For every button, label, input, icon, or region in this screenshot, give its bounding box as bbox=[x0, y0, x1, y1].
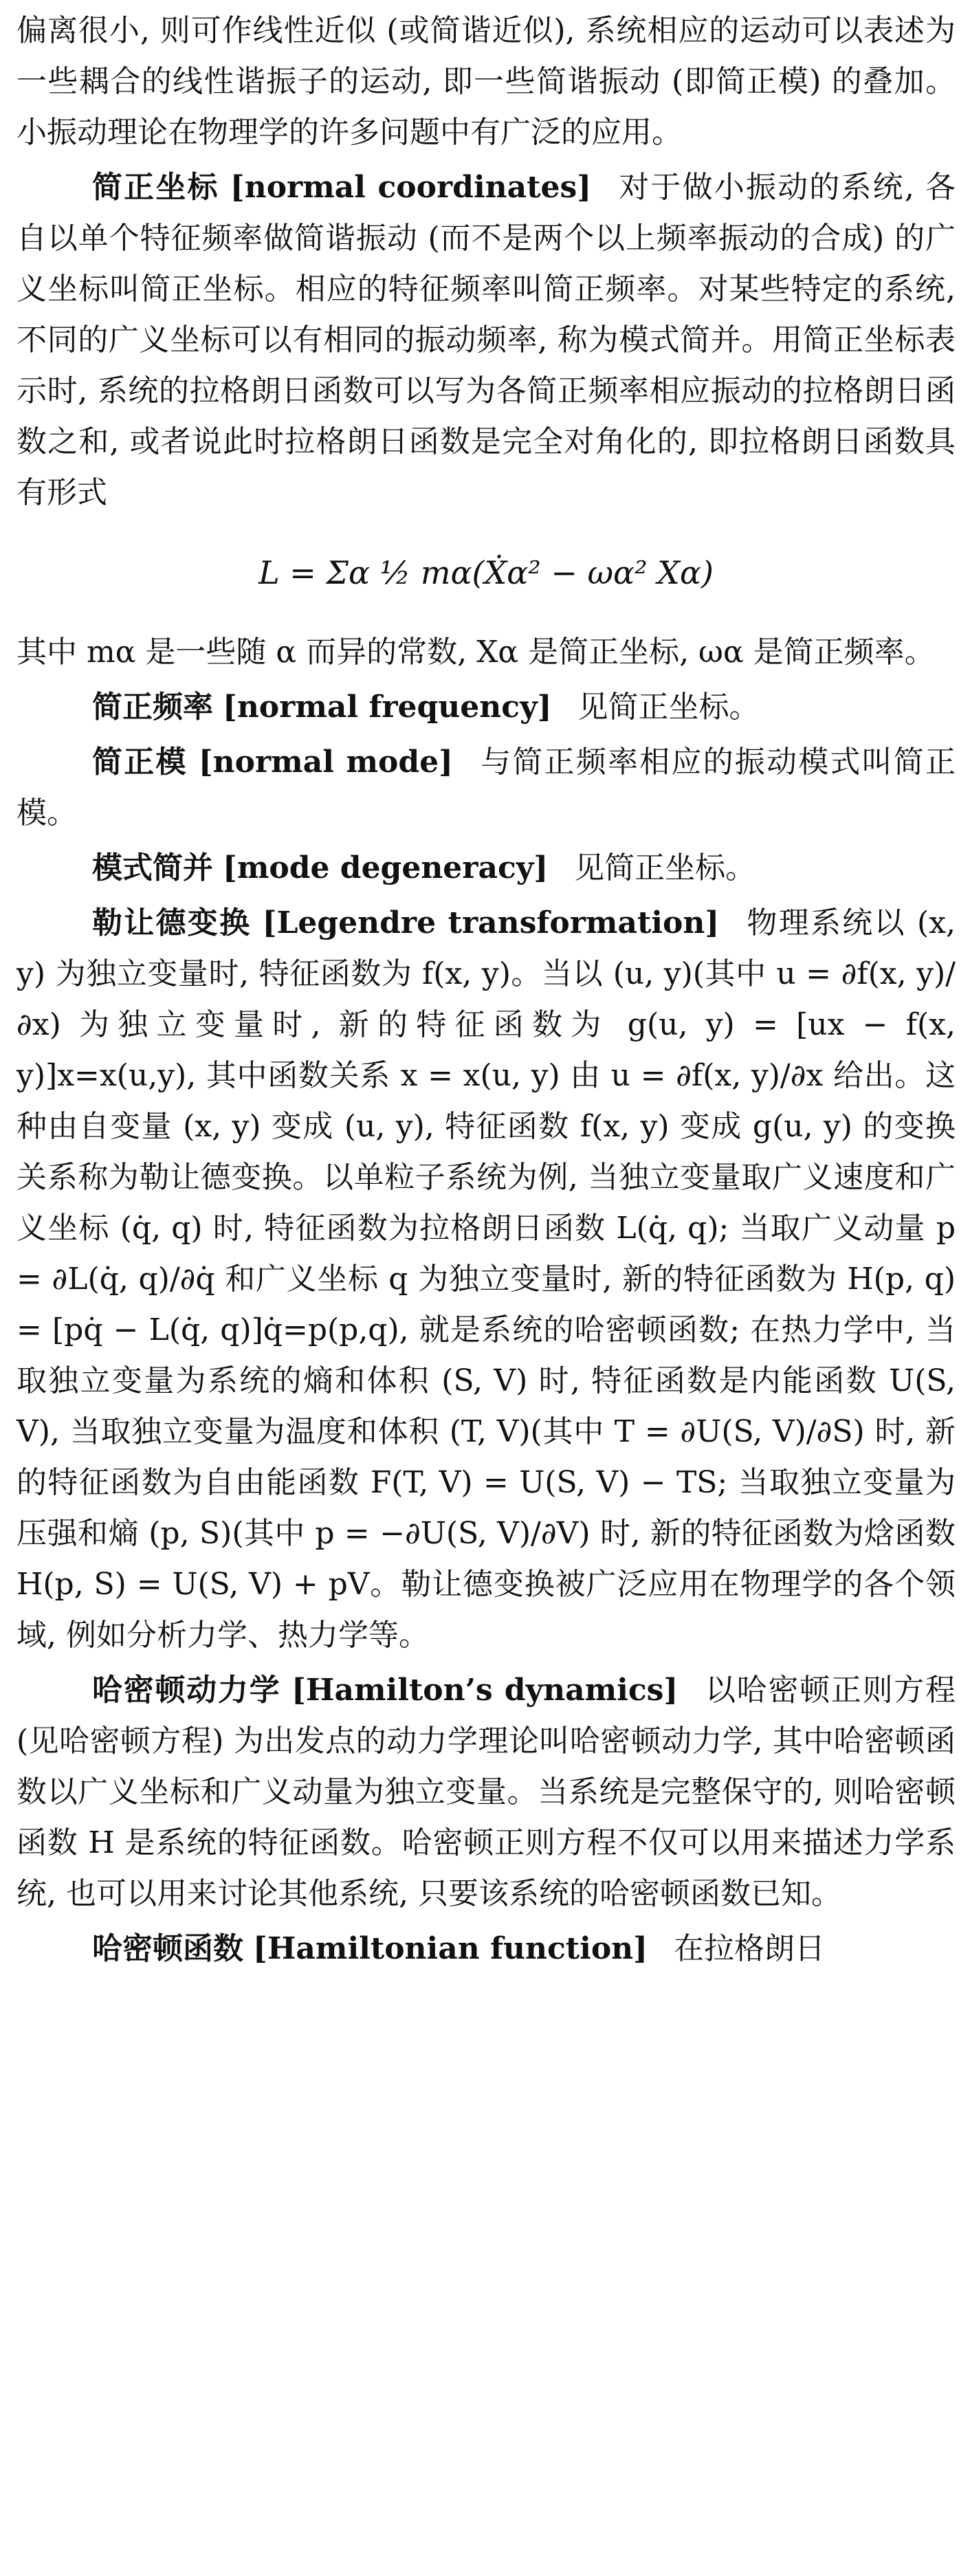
entry-normal-frequency bbox=[16, 682, 956, 733]
entry-legendre-transformation bbox=[16, 898, 956, 1661]
entry-english: [Legendre transformation] bbox=[262, 905, 720, 940]
intro-paragraph: 偏离很小, 则可作线性近似 (或简谐近似), 系统相应的运动可以表述为一些耦合的线性谐振子的运动, 即一些简谐振动 (即简正模) 的叠加。小振动理论在物理学的许多问题中有广泛的应用。 bbox=[16, 13, 956, 150]
entry-mode-degeneracy bbox=[16, 843, 956, 894]
entry-body: 与简正频率相应的振动模式叫简正模。 bbox=[16, 745, 956, 830]
entry-body: 物理系统以 (x, y) 为独立变量时, 特征函数为 f(x, y)。当以 (u, y)(其中 u = ∂f(x, y)/∂x) 为独立变量时, 新的特征函数为 g(u, y) = [ux − f(x, y)]x=x(u,y), 其中函数关系 x = x(u, y) 由 u = ∂f(x, y)/∂x 给出。这种由自变量 (x, y) 变成 (u, y), 特征函数 f(x, y) 变成 g(u, y) 的变换关系称为勒让德变换。以单粒子系统为例, 当独立变量取广义速度和广义坐标 (q̇, q) 时, 特征函数为拉格朗日函数 L(q̇, q); 当取广义动量 p = ∂L(q̇, q)/∂q̇ 和广义坐标 q 为独立变量时, 新的特征函数为 H(p, q) = [pq̇ − L(q̇, q)]q̇=p(p,q), 就是系统的哈密顿函数; 在热力学中, 当取独立变量为系统的熵和体积 (S, V) 时, 特征函数是内能函数 U(S, V), 当取独立变量为温度和体积 (T, V)(其中 T = ∂U(S, V)/∂S) 时, 新的特征函数为自由能函数 F(T, V) = U(S, V) − TS; 当取独立变量为压强和熵 (p, S)(其中 p = −∂U(S, V)/∂V) 时, 新的特征函数为焓函数 H(p, S) = U(S, V) + pV。勒让德变换被广泛应用在物理学的各个领域, 例如分析力学、热力学等。 bbox=[16, 905, 956, 1653]
entry-term: 简正频率 bbox=[92, 690, 213, 725]
entry-body: 对于做小振动的系统, 各自以单个特征频率做简谐振动 (而不是两个以上频率振动的合成) 的广义坐标叫简正坐标。相应的特征频率叫简正频率。对某些特定的系统, 不同的广义坐标可以有相同的振动频率, 称为模式简并。用简正坐标表示时, 系统的拉格朗日函数可以写为各简正频率相应振动的拉格朗日函数之和, 或者说此时拉格朗日函数是完全对角化的, 即拉格朗日函数具有形式 bbox=[16, 170, 956, 510]
entry-english: [normal frequency] bbox=[223, 690, 552, 725]
lagrangian-formula: L = Σα ½ mα(Ẋα² − ωα² Xα) bbox=[258, 554, 714, 591]
entry-body: 见简正坐标。 bbox=[577, 690, 760, 725]
entry-body: 在拉格朗日 bbox=[673, 1931, 825, 1966]
entry-hamiltonian-function bbox=[16, 1924, 956, 1974]
entry-english: [mode degeneracy] bbox=[223, 850, 549, 885]
entry-normal-coordinates bbox=[16, 162, 956, 518]
entry-term: 简正模 bbox=[92, 745, 188, 780]
entry-english: [Hamilton’s dynamics] bbox=[291, 1673, 679, 1708]
entry-english: [normal coordinates] bbox=[230, 170, 592, 205]
entry-english: [Hamiltonian function] bbox=[253, 1931, 648, 1966]
entry-after-formula: 其中 mα 是一些随 α 而异的常数, Xα 是简正坐标, ωα 是简正频率。 bbox=[16, 635, 935, 670]
entry-term: 勒让德变换 bbox=[92, 905, 252, 940]
entry-normal-mode bbox=[16, 737, 956, 839]
entry-term: 哈密顿动力学 bbox=[92, 1673, 281, 1708]
entry-body: 见简正坐标。 bbox=[574, 850, 756, 885]
document-page bbox=[16, 5, 956, 1974]
entry-body: 以哈密顿正则方程 (见哈密顿方程) 为出发点的动力学理论叫哈密顿动力学, 其中哈密顿函数以广义坐标和广义动量为独立变量。当系统是完整保守的, 则哈密顿函数 H 是系统的特征函数。哈密顿正则方程不仅可以用来描述力学系统, 也可以用来讨论其他系统, 只要该系统的哈密顿函数已知。 bbox=[16, 1673, 956, 1911]
entry-term: 哈密顿函数 bbox=[92, 1931, 243, 1966]
entry-term: 模式简并 bbox=[92, 850, 213, 885]
entry-english: [normal mode] bbox=[198, 745, 453, 780]
entry-hamiltons-dynamics bbox=[16, 1665, 956, 1919]
entry-term: 简正坐标 bbox=[92, 170, 219, 205]
